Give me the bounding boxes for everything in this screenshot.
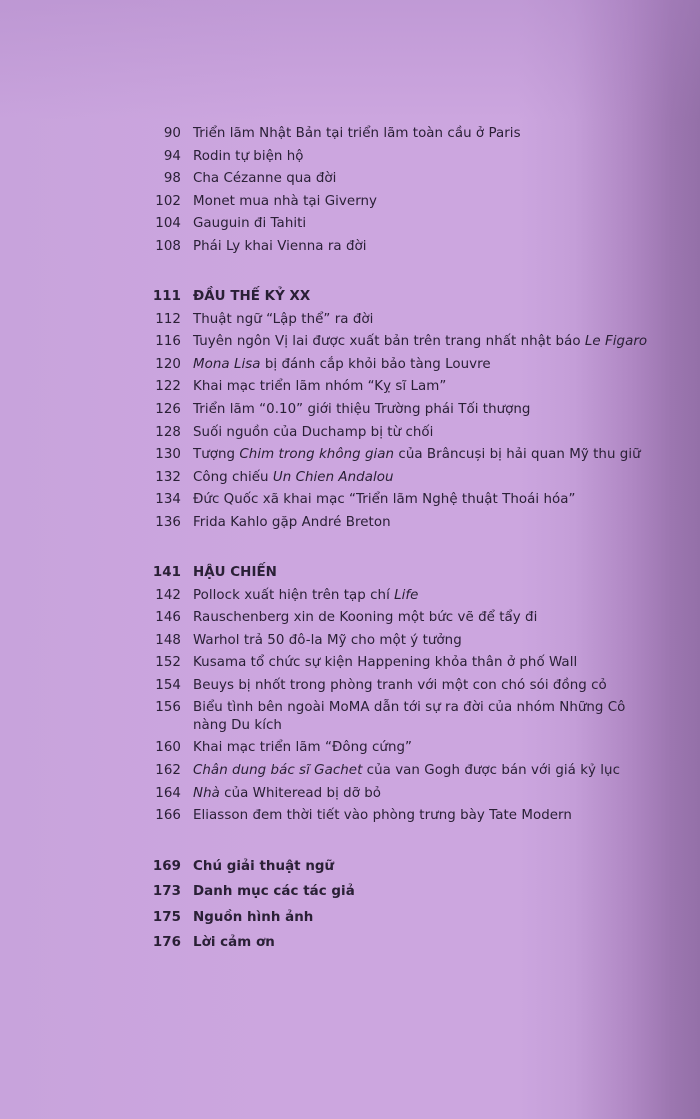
toc-page-number: 132: [155, 469, 181, 485]
toc-entry-title: Pollock xuất hiện trên tạp chí Life: [193, 587, 419, 603]
toc-section-early-20th-century: [0, 285, 700, 535]
toc-page-number: 152: [155, 655, 181, 671]
toc-page-number: 90: [163, 126, 181, 141]
toc-entry-title: Frida Kahlo gặp André Breton: [193, 514, 391, 530]
toc-page-number: 108: [155, 238, 181, 254]
toc-page-number: 154: [155, 677, 181, 693]
toc-entry[interactable]: [0, 585, 700, 608]
toc-page-number: 173: [152, 884, 181, 900]
toc-entry-title: Biểu tình bên ngoài MoMA dẫn tới sự ra đời của nhóm Những Cô nàng Du kích: [193, 700, 626, 734]
italic-title: Chim trong không gian: [239, 447, 395, 463]
toc-entry[interactable]: [0, 675, 700, 698]
toc-entry-title: Phái Ly khai Vienna ra đời: [193, 238, 367, 254]
toc-entry[interactable]: [0, 146, 700, 169]
italic-title: Life: [394, 587, 419, 603]
toc-page-number: 116: [155, 334, 181, 350]
toc-entry[interactable]: [0, 444, 700, 467]
toc-entry[interactable]: [0, 737, 700, 760]
toc-page-number: 134: [155, 492, 181, 508]
toc-entry-title: Beuys bị nhốt trong phòng tranh với một con chó sói đồng cỏ: [193, 677, 607, 693]
toc-page-number: 120: [155, 356, 181, 372]
toc-back-matter-entry[interactable]: [0, 854, 700, 880]
toc-section-heading[interactable]: [0, 561, 700, 585]
toc-entry-title: Warhol trả 50 đô-la Mỹ cho một ý tưởng: [193, 632, 462, 648]
toc-page-number: 136: [155, 514, 181, 530]
toc-entry[interactable]: [0, 783, 700, 806]
toc-page-number: 164: [155, 785, 181, 801]
toc-section-continued: [0, 123, 700, 259]
toc-page-number: 162: [155, 763, 181, 779]
toc-page-number: 126: [155, 401, 181, 417]
toc-entry[interactable]: [0, 168, 700, 191]
toc-entry-title: Triển lãm “0.10” giới thiệu Trường phái Tối thượng: [193, 401, 531, 417]
toc-entry[interactable]: [0, 309, 700, 332]
page-top-shade: [0, 0, 700, 120]
toc-entry[interactable]: [0, 512, 700, 535]
toc-entry-title: Công chiếu Un Chien Andalou: [193, 469, 394, 485]
toc-page-number: 122: [155, 379, 181, 395]
toc-page-number: 169: [152, 858, 181, 874]
toc-entry-title: Tượng Chim trong không gian của Brâncuși bị hải quan Mỹ thu giữ: [193, 447, 641, 463]
toc-entry-title: Đức Quốc xã khai mạc “Triển lãm Nghệ thuật Thoái hóa”: [193, 492, 576, 508]
toc-entry-title: Nguồn hình ảnh: [193, 909, 314, 925]
italic-title: Un Chien Andalou: [272, 469, 394, 485]
toc-section-page-number: 141: [152, 564, 181, 580]
toc-entry-title: Nhà của Whiteread bị dỡ bỏ: [193, 785, 382, 801]
toc-entry-title: Tuyên ngôn Vị lai được xuất bản trên trang nhất nhật báo Le Figaro: [193, 334, 648, 350]
italic-title: Chân dung bác sĩ Gachet: [193, 763, 363, 779]
toc-entry-title: Mona Lisa bị đánh cắp khỏi bảo tàng Louvre: [193, 356, 491, 372]
toc-entry-title: Eliasson đem thời tiết vào phòng trưng bày Tate Modern: [193, 808, 572, 824]
toc-entry[interactable]: [0, 191, 700, 214]
toc-entry-title: Lời cảm ơn: [193, 935, 275, 951]
toc-entry[interactable]: [0, 331, 700, 354]
toc-page-number: 98: [163, 171, 181, 187]
toc-section-page-number: 111: [152, 288, 181, 304]
toc-entry[interactable]: [0, 467, 700, 490]
toc-back-matter: [0, 854, 700, 956]
italic-title: Nhà: [193, 785, 220, 801]
toc-page-number: 130: [155, 447, 181, 463]
toc-entry[interactable]: [0, 236, 700, 259]
toc-page-number: 156: [155, 700, 181, 716]
toc-back-matter-entry[interactable]: [0, 879, 700, 905]
toc-entry[interactable]: [0, 354, 700, 377]
toc-entry-title: Triển lãm Nhật Bản tại triển lãm toàn cầu ở Paris: [193, 126, 521, 141]
toc-entry[interactable]: [0, 123, 700, 146]
toc-entry-title: Rauschenberg xin de Kooning một bức vẽ để tẩy đi: [193, 610, 538, 626]
toc-back-matter-entry[interactable]: [0, 930, 700, 956]
toc-page-number: 148: [155, 632, 181, 648]
toc-page-number: 142: [155, 587, 181, 603]
toc-entry[interactable]: [0, 760, 700, 783]
toc-entry[interactable]: [0, 630, 700, 653]
toc-page-number: 102: [155, 193, 181, 209]
italic-title: Mona Lisa: [193, 356, 261, 372]
toc-section-title: HẬU CHIẾN: [193, 564, 277, 580]
toc-page-number: 160: [155, 740, 181, 756]
toc-entry-title: Kusama tổ chức sự kiện Happening khỏa thân ở phố Wall: [193, 655, 578, 671]
toc-entry-title: Khai mạc triển lãm “Đông cứng”: [193, 740, 413, 756]
toc-page-number: 166: [155, 808, 181, 824]
toc-entry[interactable]: [0, 422, 700, 445]
toc-page-number: 128: [155, 424, 181, 440]
toc-entry[interactable]: [0, 213, 700, 236]
toc-entry-title: Rodin tự biện hộ: [193, 148, 304, 164]
toc-entry[interactable]: [0, 376, 700, 399]
toc-entry-title: Suối nguồn của Duchamp bị từ chối: [193, 424, 434, 440]
toc-section-title: ĐẦU THẾ KỶ XX: [193, 288, 311, 304]
toc-page-number: 104: [155, 216, 181, 232]
toc-entry-title: Danh mục các tác giả: [193, 884, 355, 900]
toc-entry[interactable]: [0, 489, 700, 512]
toc-section-heading[interactable]: [0, 285, 700, 309]
toc-entry[interactable]: [0, 607, 700, 630]
toc-page-number: 176: [152, 935, 181, 951]
toc-entry-title: Gauguin đi Tahiti: [193, 216, 307, 232]
toc-page-number: 94: [163, 148, 181, 164]
italic-title: Le Figaro: [584, 334, 648, 350]
toc-entry-title: Chú giải thuật ngữ: [193, 858, 335, 874]
toc-page-number: 175: [152, 909, 181, 925]
toc-entry-title: Monet mua nhà tại Giverny: [193, 193, 378, 209]
toc-entry[interactable]: [0, 399, 700, 422]
toc-entry-title: Cha Cézanne qua đời: [193, 171, 337, 187]
toc-page-number: 146: [155, 610, 181, 626]
toc-back-matter-entry[interactable]: [0, 905, 700, 931]
toc-entry-title: Chân dung bác sĩ Gachet của van Gogh được bán với giá kỷ lục: [193, 763, 621, 779]
toc-entry-title: Thuật ngữ “Lập thể” ra đời: [193, 311, 374, 327]
toc-entry[interactable]: [0, 697, 700, 737]
toc-entry-title: Khai mạc triển lãm nhóm “Kỵ sĩ Lam”: [193, 379, 447, 395]
toc-entry[interactable]: [0, 805, 700, 828]
table-of-contents: [0, 123, 700, 956]
toc-page-number: 112: [155, 311, 181, 327]
toc-entry[interactable]: [0, 652, 700, 675]
toc-section-post-war: [0, 561, 700, 828]
